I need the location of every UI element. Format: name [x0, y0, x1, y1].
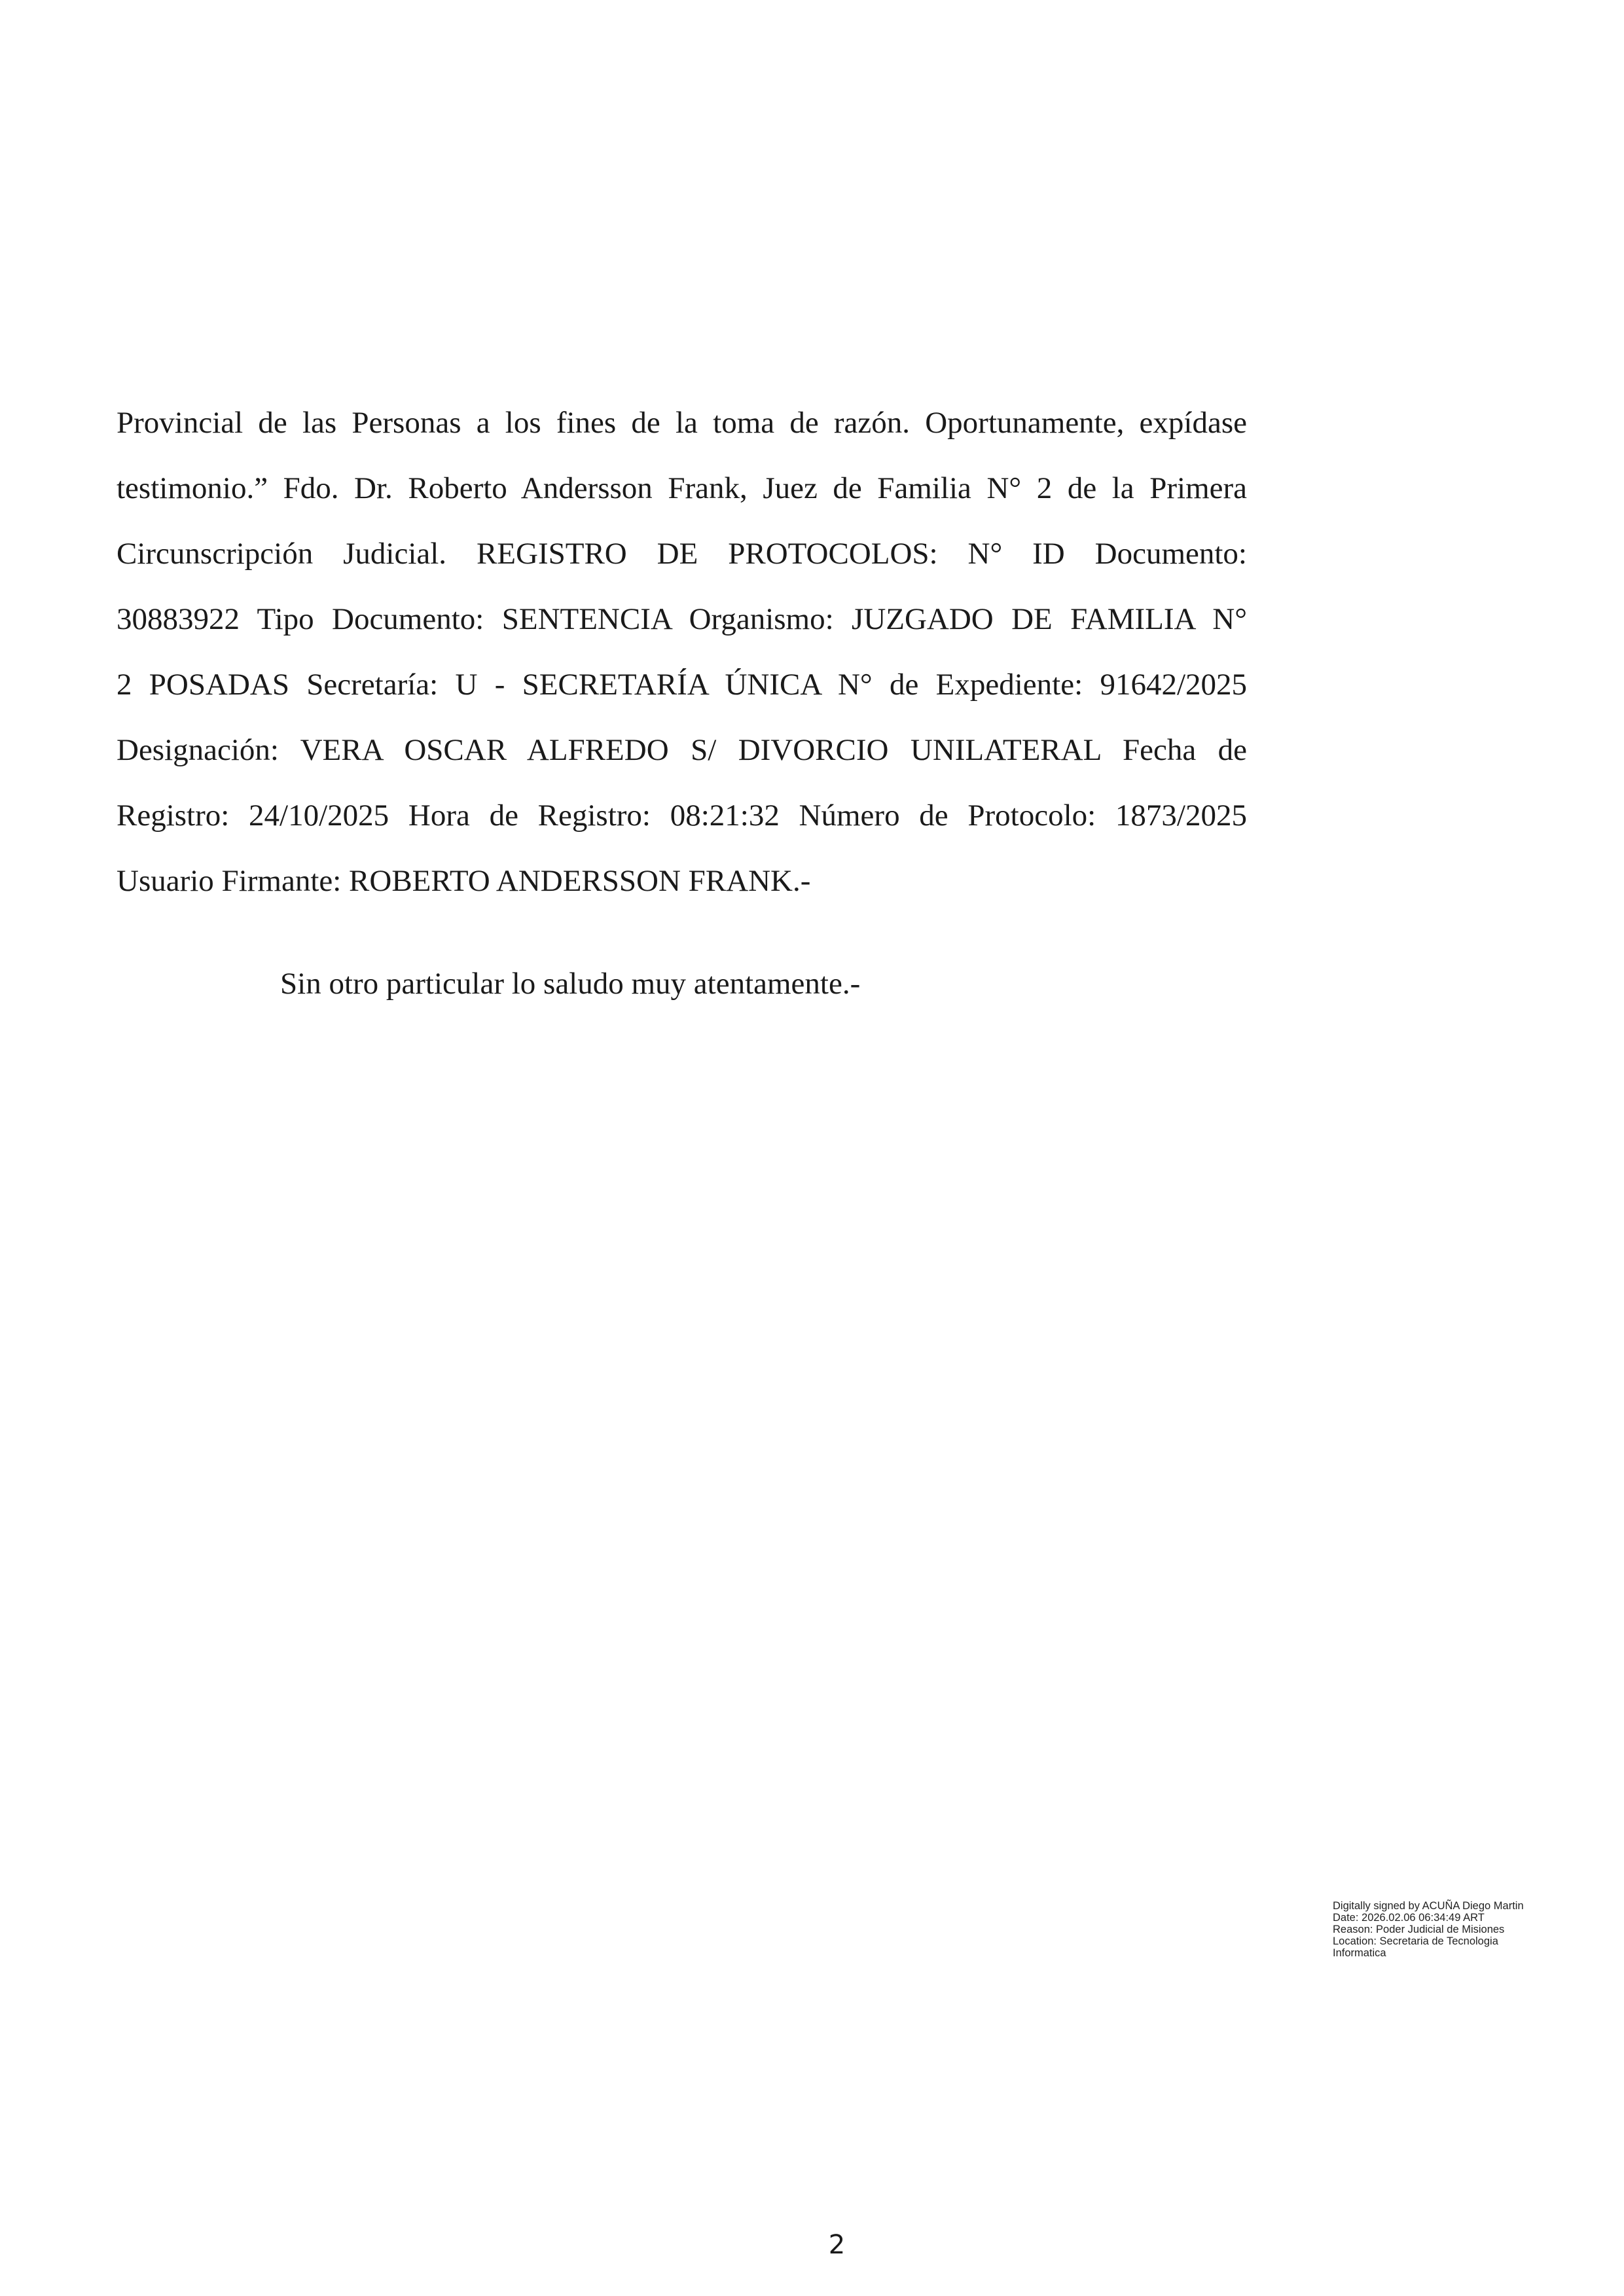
signature-signer: Digitally signed by ACUÑA Diego Martin: [1333, 1900, 1524, 1912]
body-line: Provincial de las Personas a los fines de la toma de razón. Oportunamente, expídase: [117, 406, 1247, 440]
signature-location: Location: Secretaria de Tecnologia: [1333, 1935, 1498, 1947]
signature-reason: Reason: Poder Judicial de Misiones: [1333, 1924, 1505, 1935]
body-line: testimonio.” Fdo. Dr. Roberto Andersson Frank, Juez de Familia N° 2 de la Primera: [117, 471, 1247, 505]
digital-signature-block: [1333, 1900, 1524, 1959]
body-line: Circunscripción Judicial. REGISTRO DE PROTOCOLOS: N° ID Documento:: [117, 537, 1247, 571]
body-line: Registro: 24/10/2025 Hora de Registro: 08:21:32 Número de Protocolo: 1873/2025: [117, 798, 1247, 833]
signature-location-cont: Informatica: [1333, 1947, 1386, 1959]
body-line: Designación: VERA OSCAR ALFREDO S/ DIVORCIO UNILATERAL Fecha de: [117, 733, 1247, 767]
body-line: 2 POSADAS Secretaría: U - SECRETARÍA ÚNICA N° de Expediente: 91642/2025: [117, 668, 1247, 702]
body-paragraph: [117, 390, 1247, 914]
page-number: 2: [828, 2230, 846, 2260]
page-number-footer: [0, 2229, 1624, 2261]
closing-salutation: Sin otro particular lo saludo muy atentamente.-: [280, 967, 861, 1001]
body-line: 30883922 Tipo Documento: SENTENCIA Organismo: JUZGADO DE FAMILIA N°: [117, 602, 1247, 636]
signature-date: Date: 2026.02.06 06:34:49 ART: [1333, 1912, 1485, 1924]
body-line: Usuario Firmante: ROBERTO ANDERSSON FRANK.-: [117, 864, 811, 898]
